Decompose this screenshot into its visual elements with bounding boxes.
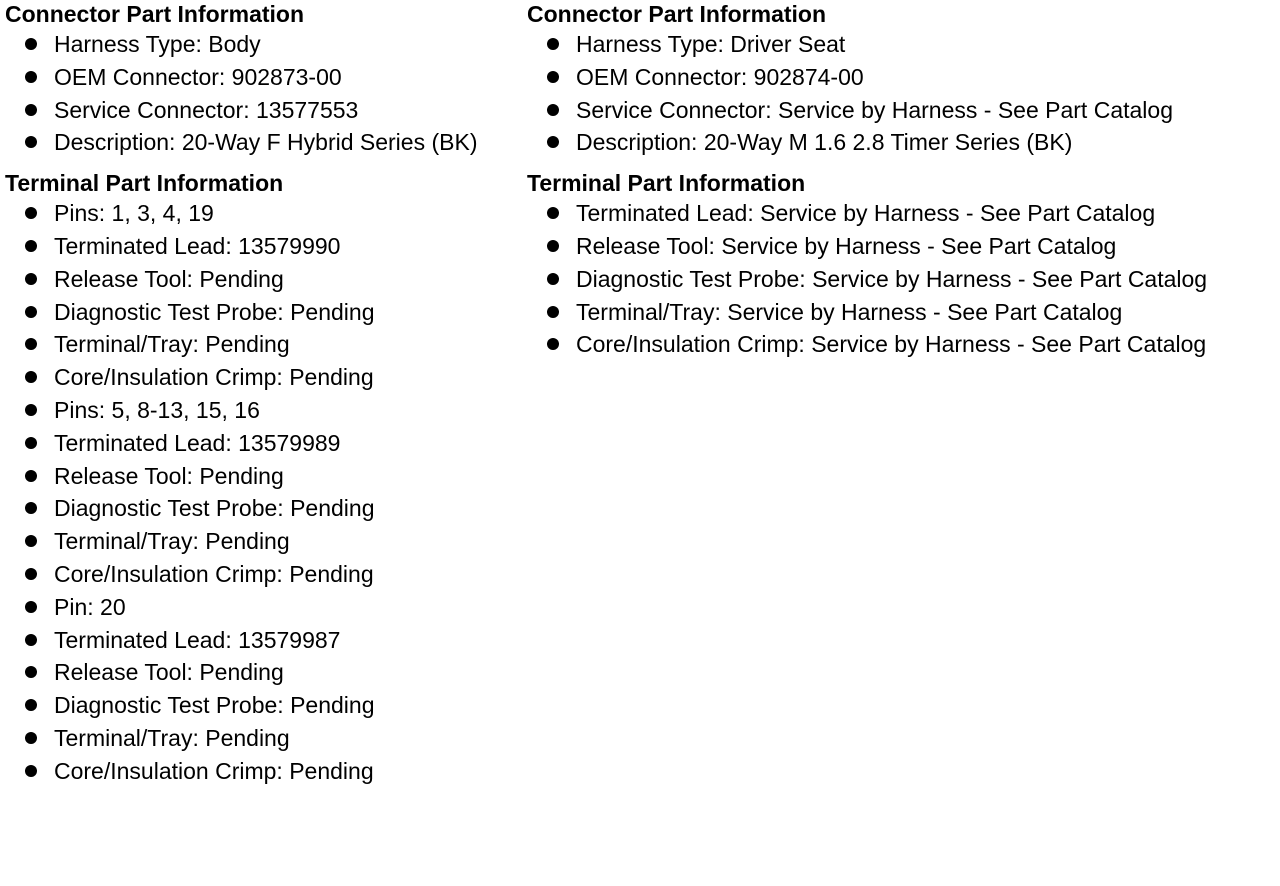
- list-item: Pins: 5, 8-13, 15, 16: [5, 394, 520, 427]
- list-item: Diagnostic Test Probe: Pending: [5, 492, 520, 525]
- list-item: Terminated Lead: 13579990: [5, 230, 520, 263]
- list-item: Terminal/Tray: Pending: [5, 525, 520, 558]
- list-item: Service Connector: 13577553: [5, 94, 520, 127]
- terminal-group-2: [5, 394, 520, 591]
- list-item: Terminated Lead: 13579987: [5, 624, 520, 657]
- list-item: Diagnostic Test Probe: Pending: [5, 296, 520, 329]
- terminal-group-1: [5, 197, 520, 394]
- list-item: Core/Insulation Crimp: Service by Harness - See Part Catalog: [527, 328, 1277, 361]
- list-item: OEM Connector: 902873-00: [5, 61, 520, 94]
- list-item: Harness Type: Driver Seat: [527, 28, 1277, 61]
- list-item: OEM Connector: 902874-00: [527, 61, 1277, 94]
- list-item: Terminated Lead: Service by Harness - See Part Catalog: [527, 197, 1277, 230]
- right-column: [527, 0, 1277, 361]
- list-item: Release Tool: Pending: [5, 263, 520, 296]
- connector-list: [5, 28, 520, 159]
- connector-list: [527, 28, 1277, 159]
- left-column: [5, 0, 520, 788]
- terminal-group-3: [5, 591, 520, 788]
- list-item: Description: 20-Way M 1.6 2.8 Timer Series (BK): [527, 126, 1277, 159]
- list-item: Release Tool: Pending: [5, 460, 520, 493]
- list-item: Diagnostic Test Probe: Pending: [5, 689, 520, 722]
- list-item: Description: 20-Way F Hybrid Series (BK): [5, 126, 520, 159]
- list-item: Diagnostic Test Probe: Service by Harness - See Part Catalog: [527, 263, 1277, 296]
- list-item: Release Tool: Service by Harness - See Part Catalog: [527, 230, 1277, 263]
- list-item: Terminal/Tray: Pending: [5, 722, 520, 755]
- connector-heading: Connector Part Information: [5, 1, 305, 27]
- list-item: Pin: 20: [5, 591, 520, 624]
- list-item: Harness Type: Body: [5, 28, 520, 61]
- terminal-heading: Terminal Part Information: [527, 170, 806, 197]
- terminal-list: [527, 197, 1277, 361]
- list-item: Terminated Lead: 13579989: [5, 427, 520, 460]
- list-item: Core/Insulation Crimp: Pending: [5, 755, 520, 788]
- terminal-heading: Terminal Part Information: [5, 170, 284, 197]
- list-item: Service Connector: Service by Harness - See Part Catalog: [527, 94, 1277, 127]
- list-item: Core/Insulation Crimp: Pending: [5, 361, 520, 394]
- list-item: Pins: 1, 3, 4, 19: [5, 197, 520, 230]
- list-item: Terminal/Tray: Pending: [5, 328, 520, 361]
- list-item: Terminal/Tray: Service by Harness - See Part Catalog: [527, 296, 1277, 329]
- connector-heading: Connector Part Information: [527, 1, 827, 27]
- list-item: Release Tool: Pending: [5, 656, 520, 689]
- list-item: Core/Insulation Crimp: Pending: [5, 558, 520, 591]
